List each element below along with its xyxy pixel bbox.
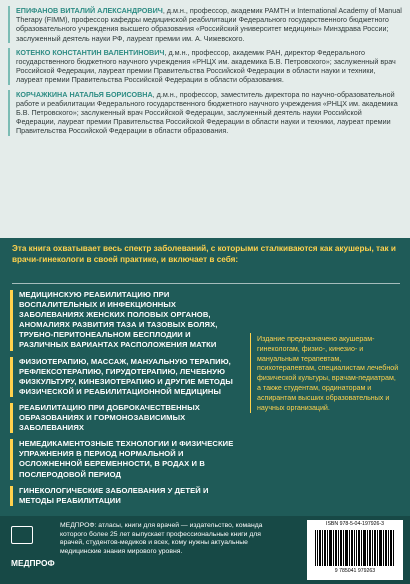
topic-text: МЕДИЦИНСКУЮ РЕАБИЛИТАЦИЮ ПРИ ВОСПАЛИТЕЛЬНЫХ И ИНФЕКЦИОННЫХ ЗАБОЛЕВАНИЯХ ЖЕНСКИХ ПОЛОВЫХ ОРГАНОВ, АНОМАЛИЯХ РАЗВИТИЯ ТАЗА И ТАЗОВЫХ БОЛЯХ, ТРУБНО-ПЕРИТОНЕАЛЬНОМ БЕСПЛОДИИ И РАЗЛИЧНЫХ ВАРИАНТАХ РАСПОЛОЖЕНИЯ МАТКИ: [19, 290, 218, 350]
author-name: ЕПИФАНОВ ВИТАЛИЙ АЛЕКСАНДРОВИЧ: [16, 6, 163, 15]
topic-marker: [10, 403, 13, 433]
author-details: , д.м.н., профессор, академик РАМТН и International Academy of Manual Therapy (FIMM), профессор кафедры медицинской реабилитации Федерального государственного бюджетного образовательного учреждения высшего образования «Российский университет медицины» Минздрава России; заслуженный деятель науки РФ, лауреат премии им. А. Чижевского.: [16, 6, 402, 43]
divider: [12, 283, 400, 284]
topic-item: [10, 403, 242, 433]
author-text: [16, 48, 402, 85]
topic-item: [10, 290, 242, 351]
intro-text: Эта книга охватывает весь спектр заболеваний, с которыми сталкиваются как акушеры, так и врачи-гинекологи в своей практике, и включает в себя:: [12, 244, 396, 264]
publisher-description: МЕДПРОФ: атласы, книги для врачей — издательство, команда которого более 25 лет выпускает профессиональные книги для врачей, студентов-медиков и всех, кому нужны актуальные медицинские знания мирового уровня.: [60, 522, 263, 556]
author-accent-bar: [8, 48, 10, 85]
audience-sidebar: [250, 333, 400, 413]
author-details: , д.м.н., профессор, заместитель директора по научно-образовательной работе и реабилитации Федерального государственного бюджетного научного учреждения «РНЦХ им. академика Б.В. Петровского»; заслуженный врач Российской Федерации, заслуженный деятель науки Российской Федерации, лауреат премии Правительства Российской Федерации в области науки и техники, лауреат премии Правительства Российской Федерации в области образования.: [16, 89, 398, 136]
publisher-logo-icon: [11, 526, 33, 544]
author-accent-bar: [8, 90, 10, 136]
author-name: КОРЧАЖКИНА НАТАЛЬЯ БОРИСОВНА: [16, 89, 153, 99]
author-text: [16, 6, 402, 43]
topic-item: [10, 357, 242, 397]
author-name: КОТЕНКО КОНСТАНТИН ВАЛЕНТИНОВИЧ: [16, 47, 165, 57]
isbn-label: ISBN 978-5-04-197926-3: [326, 521, 384, 527]
topic-text: ГИНЕКОЛОГИЧЕСКИЕ ЗАБОЛЕВАНИЯ У ДЕТЕЙ И МЕТОДЫ РЕАБИЛИТАЦИИ: [19, 485, 209, 505]
author-block-2: [8, 48, 402, 85]
topic-marker: [10, 486, 13, 506]
author-block-1: [8, 6, 402, 43]
barcode-number: 9 785041 979263: [334, 568, 376, 574]
topic-marker: [10, 439, 13, 479]
publisher-logo: МЕДПРОФ: [11, 558, 55, 568]
topic-item: [10, 486, 242, 506]
authors-section: [0, 0, 410, 238]
topic-text: НЕМЕДИКАМЕНТОЗНЫЕ ТЕХНОЛОГИИ И ФИЗИЧЕСКИЕ УПРАЖНЕНИЯ В ПЕРИОД НОРМАЛЬНОЙ И ОСЛОЖНЕННОЙ БЕРЕМЕННОСТИ, В РОДАХ И В ПОСЛЕРОДОВОЙ ПЕРИОД: [19, 439, 234, 479]
author-text: [16, 90, 402, 136]
topic-text: РЕАБИЛИТАЦИЮ ПРИ ДОБРОКАЧЕСТВЕННЫХ ОБРАЗОВАНИЯХ И ГОРМОНОЗАВИСИМЫХ ЗАБОЛЕВАНИЯХ: [19, 402, 200, 433]
author-details: , д.м.н., профессор, академик РАН, директор Федерального государственного бюджетного научного учреждения «РНЦХ им. академика Б.В. Петровского»; заслуженный врач Российской Федерации, лауреат премии Правительства Российской Федерации в области науки и техники, лауреат премии Правительства Российской Федерации в области образования.: [16, 47, 396, 85]
topic-text: ФИЗИОТЕРАПИЮ, МАССАЖ, МАНУАЛЬНУЮ ТЕРАПИЮ, РЕФЛЕКСОТЕРАПИЮ, ГИРУДОТЕРАПИЮ, ЛЕЧЕБНУЮ ФИЗКУЛЬТУРУ, КИНЕЗИОТЕРАПИЮ И ДРУГИЕ МЕТОДЫ ФИЗИЧЕСКОЙ И РЕАБИЛИТАЦИОННОЙ МЕДИЦИНЫ: [19, 356, 233, 396]
topics-list: [10, 290, 242, 512]
topic-item: [10, 439, 242, 479]
barcode: [307, 520, 403, 580]
topic-marker: [10, 290, 13, 351]
barcode-bars-icon: [315, 530, 395, 566]
audience-text: Издание предназначено акушерам-гинекологам, физио-, кинезио- и мануальным терапевтам, психотерапевтам, специалистам лечебной физической культуры, врачам-педиатрам, а также студентам, ординаторам и аспирантам высших образовательных и научных организаций.: [257, 335, 399, 412]
author-block-3: [8, 90, 402, 136]
author-accent-bar: [8, 6, 10, 43]
topic-marker: [10, 357, 13, 397]
